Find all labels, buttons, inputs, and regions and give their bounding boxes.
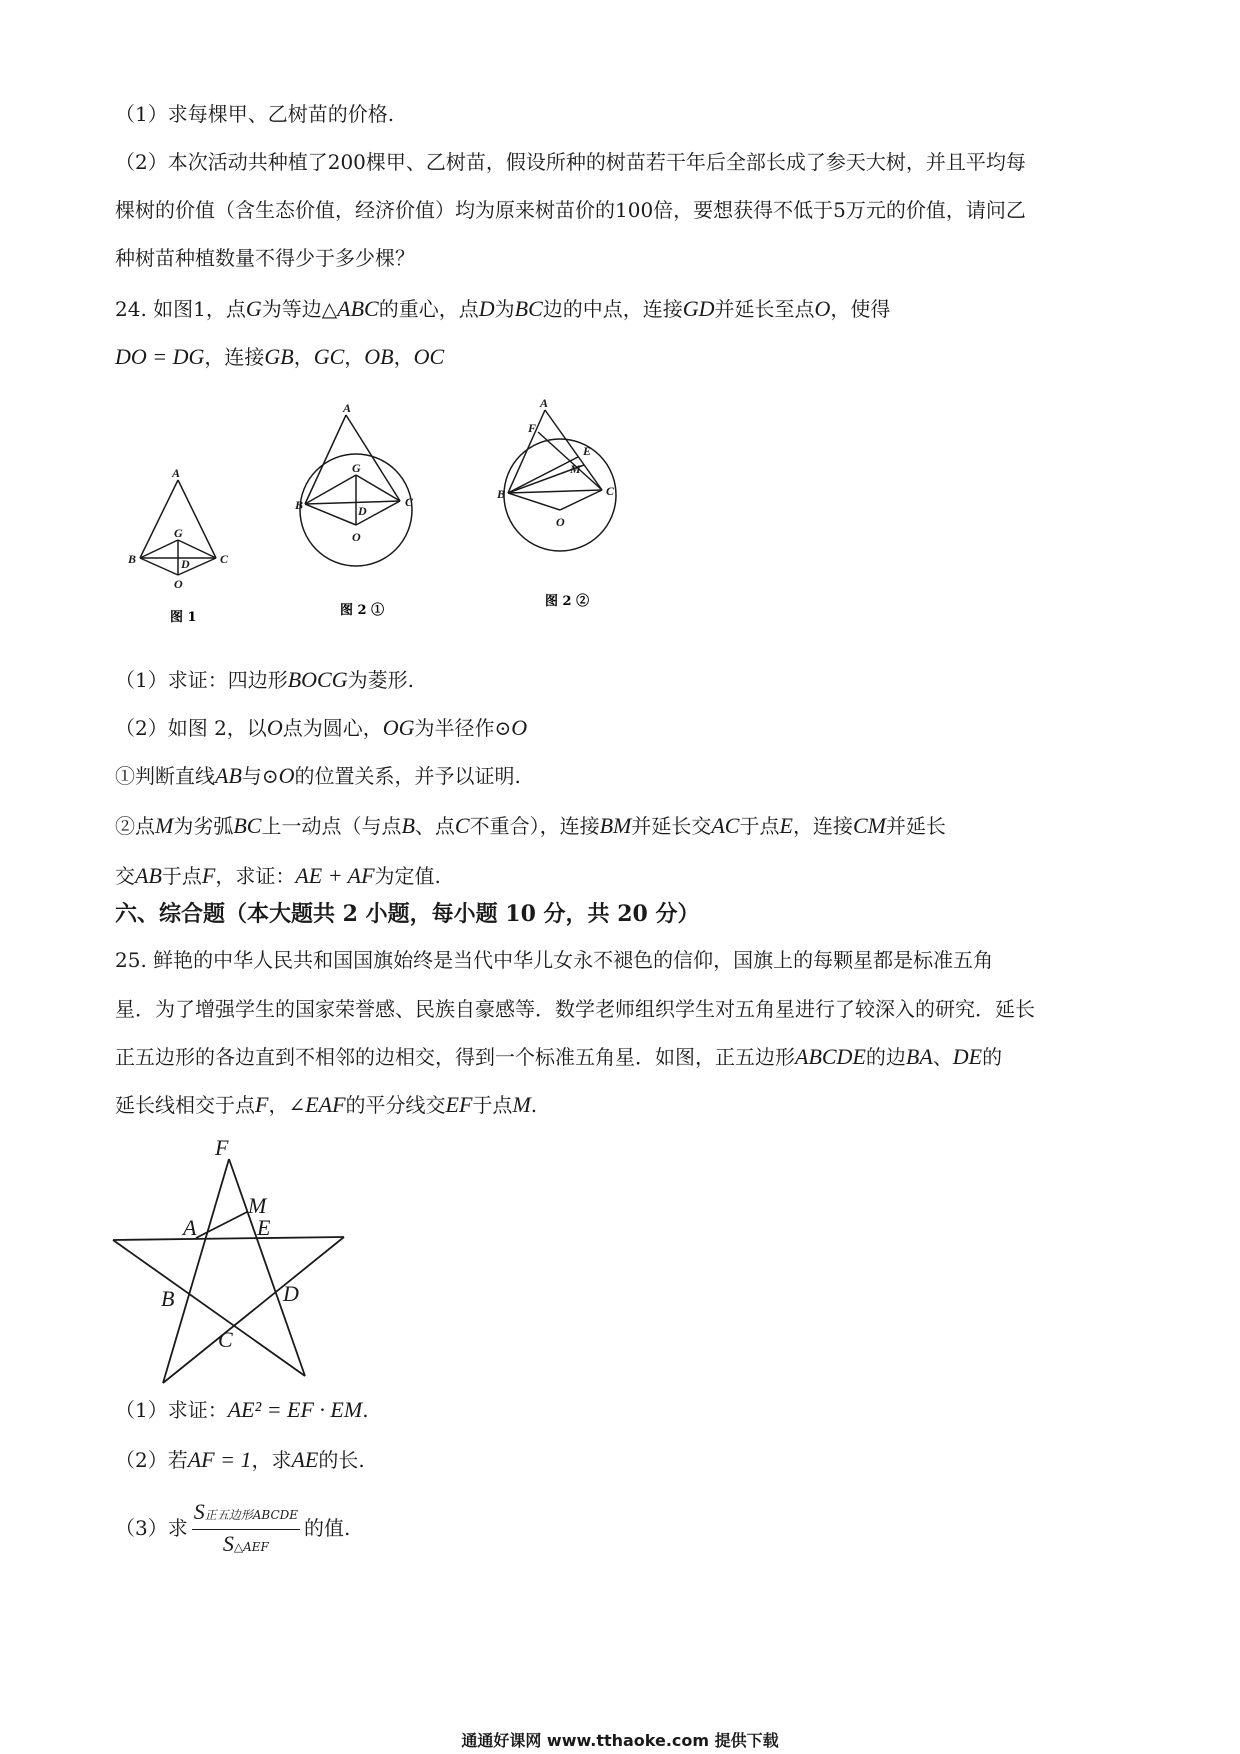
q25-sub1: （1）求证：AE² = EF · EM. — [115, 1397, 369, 1422]
q23-part1: （1）求每棵甲、乙树苗的价格. — [115, 102, 395, 126]
fig1-label-C: C — [220, 552, 229, 566]
fig2b-label-C: C — [606, 484, 615, 498]
star-label-D: D — [283, 1281, 299, 1306]
fig2b-label-B: B — [497, 487, 506, 501]
star-label-M: M — [248, 1193, 267, 1218]
q24-sub2-2-line1: ②点M为劣弧BC上一动点（与点B、点C不重合），连接BM并延长交AC于点E，连接CM并延长 — [115, 813, 946, 838]
section-heading-6: 六、综合题（本大题共 2 小题，每小题 10 分，共 20 分） — [115, 901, 700, 927]
page-footer: 通通好课网 www.tthaoke.com 提供下载 — [461, 1731, 779, 1750]
fig2a-caption: 图 2 ① — [340, 603, 385, 618]
q24-intro-line1: 24. 如图1，点G为等边△ABC的重心，点D为BC边的中点，连接GD并延长至点O，使得 — [115, 296, 891, 321]
q25-line4: 延长线相交于点F，∠EAF的平分线交EF于点M. — [115, 1092, 538, 1117]
fig2b-label-E: E — [583, 444, 592, 458]
q24-sub2: （2）如图 2，以O点为圆心，OG为半径作⊙O — [115, 715, 528, 740]
fig2b-label-M: M — [570, 462, 581, 476]
fig1-label-D: D — [181, 557, 190, 571]
q25-sub3: （3）求 $\frac{\text{S正五边形ABCDE}}{\text{S△AEF}}$ 的值. — [115, 1498, 350, 1559]
star-label-E: E — [257, 1215, 271, 1240]
q24-sub1: （1）求证：四边形BOCG为菱形. — [115, 667, 414, 692]
fig2a-label-A: A — [343, 401, 352, 415]
fig2b-label-A: A — [540, 396, 549, 410]
fig1-label-O: O — [174, 577, 183, 591]
fig2a-label-D: D — [358, 504, 367, 518]
q23-part2-line3: 种树苗种植数量不得少于多少棵？ — [115, 246, 415, 270]
fig2a-label-B: B — [295, 498, 304, 512]
star-label-A: A — [183, 1215, 197, 1240]
fig2b-label-O: O — [556, 515, 565, 529]
star-label-C: C — [218, 1327, 233, 1352]
fig2a-label-C: C — [405, 495, 414, 509]
q25-line3: 正五边形的各边直到不相邻的边相交，得到一个标准五角星．如图，正五边形ABCDE的边BA、DE的 — [115, 1044, 1003, 1069]
fig2b-label-F: F — [528, 421, 537, 435]
star-label-F: F — [215, 1135, 229, 1160]
q25-line1: 25. 鲜艳的中华人民共和国国旗始终是当代中华儿女永不褪色的信仰，国旗上的每颗星都是标准五角 — [115, 948, 994, 972]
q24-figures — [0, 395, 1240, 655]
fig2a-label-O: O — [352, 530, 361, 544]
q25-sub2: （2）若AF = 1，求AE的长. — [115, 1447, 365, 1472]
fig2b-caption: 图 2 ② — [545, 594, 590, 609]
fig1-label-G: G — [174, 526, 183, 540]
q24-sub2-2-line2: 交AB于点F，求证：AE + AF为定值. — [115, 863, 441, 888]
q25-star-figure — [105, 1135, 365, 1385]
area-ratio-fraction: $\frac{\text{S正五边形ABCDE}}{\text{S△AEF}}$ — [193, 1499, 299, 1556]
q25-line2: 星．为了增强学生的国家荣誉感、民族自豪感等．数学老师组织学生对五角星进行了较深入的研究．延长 — [115, 997, 1035, 1021]
q24-sub2-1: ①判断直线AB与⊙O的位置关系，并予以证明. — [115, 763, 521, 788]
figure-2-2 — [504, 410, 616, 551]
q24-intro-line2: DO = DG，连接GB，GC，OB，OC — [115, 344, 445, 369]
q23-part2-line1: （2）本次活动共种植了200棵甲、乙树苗，假设所种的树苗若干年后全部长成了参天大树，并且平均每 — [115, 150, 1026, 174]
fig1-label-A: A — [172, 466, 181, 480]
fig1-label-B: B — [128, 552, 137, 566]
q23-part2-line2: 棵树的价值（含生态价值，经济价值）均为原来树苗价的100倍，要想获得不低于5万元的价值，请问乙 — [115, 198, 1026, 222]
fig2a-label-G: G — [352, 461, 361, 475]
star-label-B: B — [161, 1286, 175, 1311]
fig1-caption: 图 1 — [170, 610, 197, 625]
